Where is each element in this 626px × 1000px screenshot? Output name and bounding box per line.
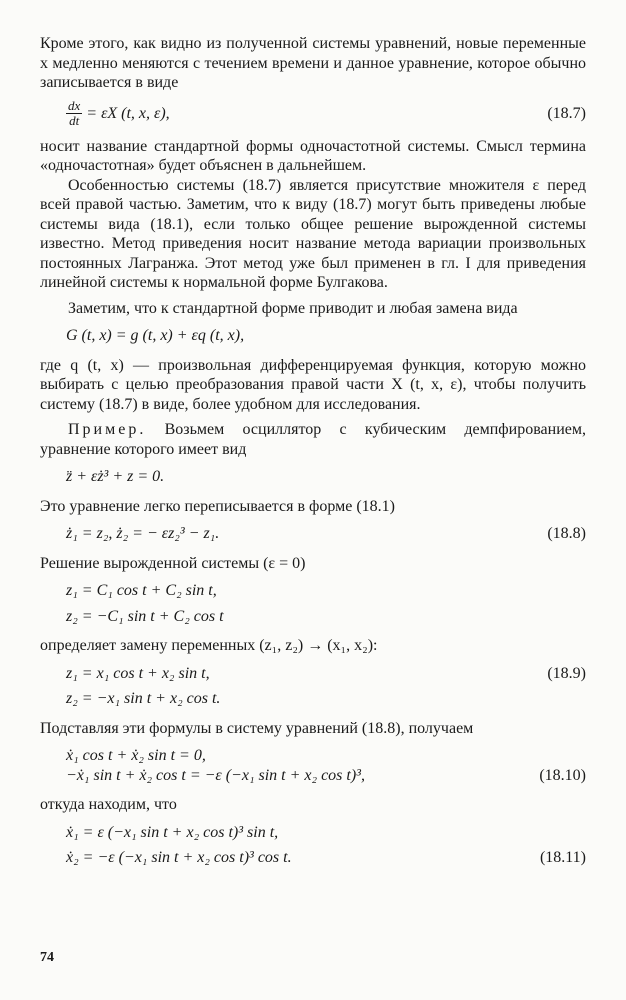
equation-G: G (t, x) = g (t, x) + εq (t, x), (66, 327, 245, 344)
paragraph-where-q: где q (t, x) — произвольная дифференцируемая функция, которую можно выбирать с целью преобразования правой части X (t, x, ε), чтобы получить систему (18.7) в виде, более удобном для исследования. (40, 356, 586, 413)
equation-18-9b: z₂ = −x₁ sin t + x₂ cos t. (66, 690, 221, 707)
equation-18-10a: ẋ₁ cos t + ẋ₂ sin t = 0, (66, 747, 206, 764)
equation-18-9a (40, 664, 586, 684)
equation-18-11b-body: ẋ₂ = −ε (−x₁ sin t + x₂ cos t)³ cos t. (66, 849, 292, 866)
paragraph-rewrite: Это уравнение легко переписывается в форме (18.1) (40, 497, 395, 515)
paragraph-standard-form: носит название стандартной формы одночастотной системы. Смысл термина «одночастотная» будет объяснен в дальнейшем. (40, 137, 586, 174)
equation-18-9a-body: z₁ = x₁ cos t + x₂ sin t, (66, 664, 210, 682)
paragraph-substitution: Заметим, что к стандартной форме приводит и любая замена вида (68, 299, 518, 317)
page-body (40, 34, 586, 868)
equation-18-10b-body: −ẋ₁ sin t + ẋ₂ cos t = −ε (−x₁ sin t + x₂ cos t)³, (66, 766, 365, 784)
equation-number: (18.8) (547, 525, 586, 542)
paragraph-intro: Кроме этого, как видно из полученной системы уравнений, новые переменные x медленно меняются с течением времени и данное уравнение, которое обычно записывается в виде (40, 35, 586, 91)
equation-solution-1: z₁ = C₁ cos t + C₂ sin t, (66, 582, 217, 599)
equation-18-8-body: ż₁ = z₂, ż₂ = − εz₂³ − z₁. (66, 525, 220, 542)
paragraph-substituting: Подставляя эти формулы в систему уравнений (18.8), получаем (40, 719, 474, 737)
equation-18-10b (40, 766, 586, 786)
equation-number: (18.9) (547, 664, 586, 682)
paragraph-example (40, 420, 586, 459)
example-label: Пример. (68, 421, 147, 438)
paragraph-degenerate: Решение вырожденной системы (ε = 0) (40, 554, 306, 572)
paragraph-hence: откуда находим, что (40, 796, 177, 813)
equation-number: (18.11) (539, 849, 586, 866)
page-number: 74 (40, 950, 54, 965)
paragraph-change-vars: определяет замену переменных (z₁, z₂) → (x₁, x₂): (40, 637, 378, 654)
equation-solution-2: z₂ = −C₁ sin t + C₂ cos t (66, 607, 224, 625)
fraction-numerator: dx (68, 98, 81, 114)
equation-18-11a: ẋ₁ = ε (−x₁ sin t + x₂ cos t)³ sin t, (66, 823, 279, 841)
fraction-dx-dt (66, 99, 82, 128)
equation-number: (18.10) (539, 766, 586, 784)
paragraph-feature: Особенностью системы (18.7) является присутствие множителя ε перед всей правой частью. Заметим, что к виду (18.7) могут быть приведены любые системы вида (18.1), если только общее решение вырожденной системы известно. Метод приведения носит название метода вариации произвольных постоянных Лагранжа. Этот метод уже был применен в гл. I для приведения линейной системы к нормальной форме Булгакова. (40, 176, 586, 291)
equation-oscillator: z̈ + εż³ + z = 0. (66, 468, 165, 485)
equation-18-11b (40, 848, 586, 868)
equation-18-8 (40, 524, 586, 544)
equation-18-7 (40, 99, 586, 129)
equation-18-7-rhs: = εX (t, x, ε), (86, 104, 170, 122)
example-text: Возьмем осциллятор с кубическим демпфированием, уравнение которого имеет вид (40, 421, 586, 458)
equation-number: (18.7) (547, 104, 586, 122)
fraction-denominator: dt (69, 113, 80, 129)
